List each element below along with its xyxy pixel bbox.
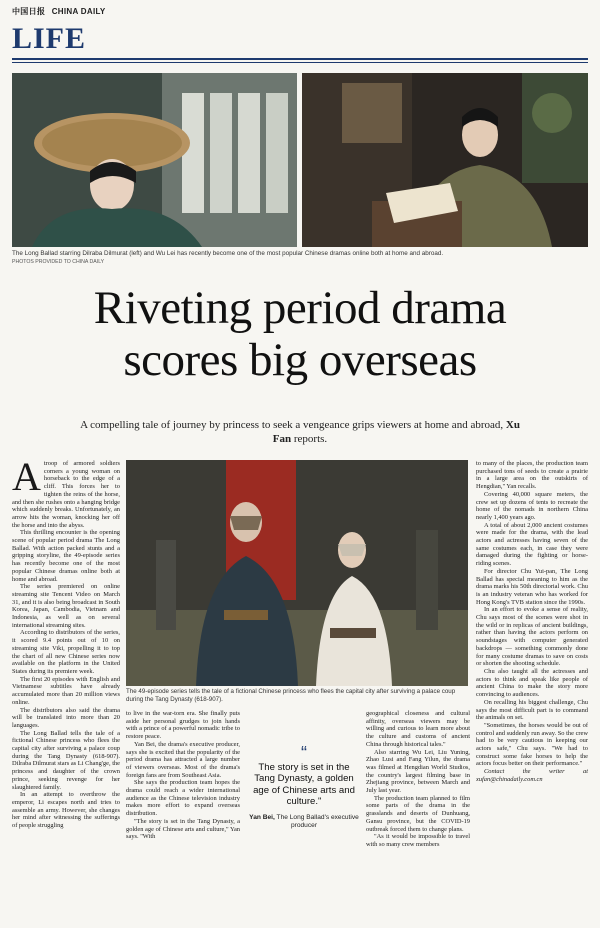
col4-p1: to many of the places, the production team purchased tons of seeds to create a prairie in a large area on the outskirts of Hengdian," Yan recalls. [476, 460, 588, 491]
col4-p5: In an effort to evoke a sense of reality, Chu says most of the scenes were shot in the wild or in replicas of ancient buildings, rather than having the actors perform on soundstages with computer generated backdrops — something commonly done for many costume dramas to save on costs or shorten the shooting schedule. [476, 606, 588, 668]
column-3 [366, 710, 470, 926]
col2-p4: "The story is set in the Tang Dynasty, a golden age of Chinese arts and culture," Yan says. "With [126, 817, 240, 841]
col3-p1: geographical closeness and cultural affinity, overseas viewers may be willing and curious to learn more about the culture and customs of ancient China through historical tales." [366, 710, 470, 748]
deck [70, 418, 530, 446]
col3-p3: The production team planned to film some parts of the drama in the grasslands and deserts of Dunhuang, Gansu province, but the COVID-19 outbreak forced them to change plans. [366, 794, 470, 833]
column-1 [12, 460, 120, 926]
col1-p7: The Long Ballad tells the tale of a fictional Chinese princess who flees the capital city after surviving a palace coup during the Tang Dynasty (618-907). Dilraba Dilmurat stars as Li Chang'ge, the princess and daughter of the crown prince, seeking revenge for her slaughtered family. [12, 729, 120, 791]
section-title: LIFE [12, 22, 87, 55]
drop-cap: A [12, 460, 41, 499]
headline-line1: Riveting period drama [93, 282, 507, 334]
headline [10, 282, 590, 386]
pull-quote-role: The Long Ballad's executive producer [276, 813, 359, 829]
col2-p2: Yan Bei, the drama's executive producer, says she is excited that the popularity of the period drama has attracted a large number of viewers overseas. Most of the drama's foreign fans are from Southeast Asia. [126, 740, 240, 779]
quote-mark-icon: “ [301, 743, 307, 763]
masthead-paper: CHINA DAILY [51, 7, 106, 16]
masthead-date: 中国日报 [12, 7, 46, 16]
pull-quote-attribution [248, 814, 360, 830]
pull-quote-text: The story is set in the Tang Dynasty, a golden age of Chinese arts and culture." [253, 762, 355, 808]
col4-p7: On recalling his biggest challenge, Chu says the most difficult part is to command the animals on set. [476, 698, 588, 722]
column-2 [126, 710, 240, 926]
pull-quote [248, 743, 360, 830]
col4-p4: For director Chu Yui-pan, The Long Ballad has special meaning to him as the drama marks his 50th directorial work. Chu is an industry veteran who has worked for Hong Kong's TVB station since the 1990s. [476, 567, 588, 606]
col4-p2: Covering 40,000 square meters, the crew set up dozens of tents to recreate the home of the nomads in northern China nearly 1,400 years ago. [476, 490, 588, 521]
deck-tail: reports. [293, 433, 328, 445]
col3-p2: Also starring Wu Lei, Liu Yuning, Zhao Lusi and Fang Yilun, the drama was filmed at Hengdian World Studios, the country's largest filming base in Zhejiang province, between March and July last year. [366, 748, 470, 795]
main-caption: The 49-episode series tells the tale of a fictional Chinese princess who flees the capital city after surviving a palace coup during the Tang Dynasty (618-907). [126, 688, 456, 703]
headline-line2: scores big overseas [123, 334, 477, 386]
col1-p5: The first 20 episodes with English and Vietnamese subtitles have already accumulated more than 20 million views online. [12, 675, 120, 706]
top-photo-right [302, 73, 588, 247]
masthead [12, 6, 588, 20]
writer-contact: Contact the writer at xufan@chinadaily.com.cn [476, 768, 588, 783]
col1-p8: In an attempt to overthrow the emperor, Li escapes north and tries to assemble an army. However, she changes her mind after witnessing the sufferings of people struggling [12, 791, 120, 830]
col1-lead-text: troop of armored soldiers corners a young woman on horseback to the edge of a cliff. This forces her to tighten the reins of the horse, and then she rushes onto a hanging bridge which suddenly breaks. Unfortunately, an arrow hits the woman, knocking her off the horse and into the abyss. [12, 460, 120, 529]
col1-p6: The distributors also said the drama will be translated into more than 20 languages. [12, 706, 120, 729]
section-rule [12, 58, 588, 60]
deck-text: A compelling tale of journey by princess to seek a vengeance grips viewers at home and abroad, [80, 419, 504, 431]
column-4 [476, 460, 588, 926]
col1-p2: This thrilling encounter is the opening scene of popular period drama The Long Ballad. With action packed stunts and a gripping storyline, the 49-episode series has recently become one of the most popular Chinese dramas online both at home and abroad. [12, 529, 120, 583]
col2-p1: to live in the war-torn era. She finally puts aside her personal grudges to join hands with a prince of a powerful nomadic tribe to restore peace. [126, 710, 240, 741]
col2-p3: She says the production team hopes the drama could reach a wider international audience as the Chinese television industry makes more effort to expand overseas distribution. [126, 779, 240, 818]
col3-p4: "As it would be impossible to travel with so many crew members [366, 833, 470, 848]
pull-quote-name: Yan Bei, [249, 813, 275, 821]
col1-p4: According to distributors of the series, it scored 9.4 points out of 10 on streaming site Viki, propelling it to top the chart of all new Chinese series now available on the platform in the United States during its premiere week. [12, 629, 120, 675]
top-photo-credit: PHOTOS PROVIDED TO CHINA DAILY [12, 259, 105, 265]
col1-p3: The series premiered on online streaming site Tencent Video on March 31, and it is also being broadcast in South Korea, Japan, Cambodia, Vietnam and Indonesia, as well as on several international streaming sites. [12, 583, 120, 629]
section-rule-thin [12, 62, 588, 63]
col4-p6: Chu also taught all the actresses and actors to think and speak like people of ancient China to make the story more convincing to audiences. [476, 667, 588, 699]
col4-p3: A total of about 2,000 ancient costumes were made for the drama, with the lead actors and actresses having seven of the same costumes each, in case they were damaged during the fighting or horse-riding scenes. [476, 521, 588, 568]
top-photo-left [12, 73, 297, 247]
deck-author: Xu Fan [272, 419, 520, 445]
main-photo [126, 460, 468, 686]
top-caption [12, 250, 588, 266]
col4-p8: "Sometimes, the horses would be out of control and suddenly run away. So the crew had to be very cautious in keeping our actors safe," Chu says. "We had to construct some fake horses to help the actors focus better on their performance." [476, 721, 588, 768]
col1-lead [12, 460, 120, 529]
top-caption-text: The Long Ballad starring Dilraba Dilmurat (left) and Wu Lei has recently become one of the most popular Chinese dramas online both at home and abroad. [12, 250, 444, 257]
